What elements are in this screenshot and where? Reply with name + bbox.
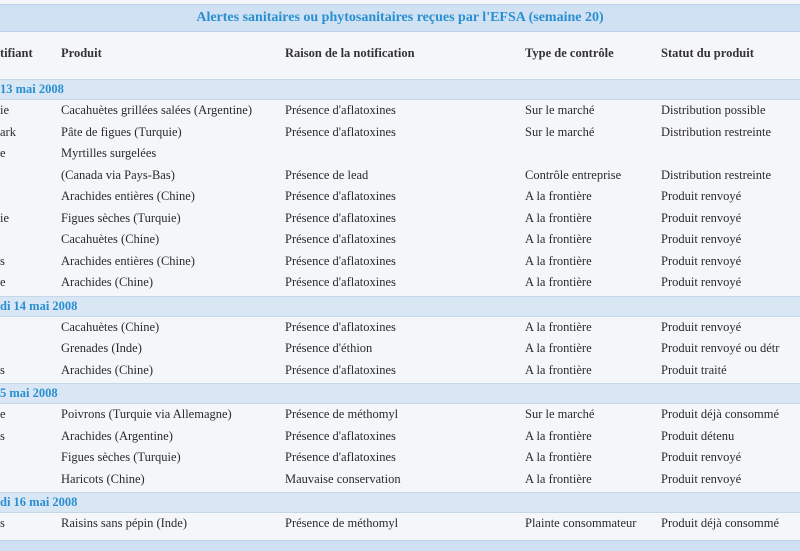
cell-raison: Présence d'aflatoxines	[285, 319, 396, 334]
table-row	[0, 447, 800, 468]
cell-type-controle: Sur le marché	[525, 124, 595, 139]
header-notifiant: tifiant	[0, 46, 33, 60]
cell-produit: Raisins sans pépin (Inde)	[61, 516, 188, 530]
table-row	[0, 122, 800, 143]
cell-notifiant: ark	[0, 124, 16, 139]
cell-statut: Produit renvoyé	[661, 189, 742, 203]
cell-type-controle: Sur le marché	[525, 103, 595, 117]
cell-type-controle: A la frontière	[525, 232, 592, 246]
cell-produit: Cacahuètes (Chine)	[61, 232, 160, 246]
cell-notifiant: s	[0, 428, 5, 443]
cell-raison: Présence d'aflatoxines	[285, 124, 396, 139]
cell-produit: Haricots (Chine)	[61, 471, 145, 486]
cell-type-controle: Plainte consommateur	[525, 516, 637, 530]
cell-type-controle: A la frontière	[525, 428, 592, 443]
cell-produit: (Canada via Pays-Bas)	[61, 167, 175, 182]
cell-statut: Produit déjà consommé	[661, 516, 780, 530]
cell-statut: Produit renvoyé	[661, 232, 742, 246]
cell-type-controle: A la frontière	[525, 275, 592, 289]
cell-type-controle: A la frontière	[525, 450, 592, 464]
header-raison: Raison de la notification	[285, 46, 415, 60]
cell-produit: Figues sèches (Turquie)	[61, 450, 181, 464]
cell-raison: Présence d'éthion	[285, 341, 373, 355]
cell-produit: Grenades (Inde)	[61, 341, 142, 355]
section-date-label: di 16 mai 2008	[0, 495, 78, 509]
cell-type-controle: A la frontière	[525, 341, 592, 355]
cell-produit: Arachides entières (Chine)	[61, 253, 195, 268]
cell-raison: Présence d'aflatoxines	[285, 428, 396, 443]
cell-notifiant: e	[0, 275, 6, 289]
cell-statut: Distribution restreinte	[661, 167, 772, 182]
table-row	[0, 360, 800, 381]
cell-produit: Myrtilles surgelées	[61, 146, 157, 160]
cell-raison: Présence d'aflatoxines	[285, 275, 396, 289]
table-row	[0, 317, 800, 338]
table-row	[0, 229, 800, 250]
cell-statut: Produit détenu	[661, 428, 735, 443]
section-date-band	[0, 492, 800, 513]
cell-raison: Présence de lead	[285, 167, 369, 182]
cell-type-controle: A la frontière	[525, 362, 592, 377]
cell-statut: Produit renvoyé ou détr	[661, 341, 780, 355]
cell-raison: Présence d'aflatoxines	[285, 232, 396, 246]
table-header	[0, 36, 800, 74]
table-row	[0, 143, 800, 164]
cell-statut: Produit renvoyé	[661, 471, 742, 486]
cell-produit: Cacahuètes (Chine)	[61, 319, 160, 334]
cell-raison: Présence d'aflatoxines	[285, 103, 396, 117]
cell-statut: Produit renvoyé	[661, 210, 742, 225]
table-footer-bar	[0, 540, 800, 551]
cell-statut: Produit déjà consommé	[661, 407, 780, 421]
cell-statut: Produit renvoyé	[661, 275, 742, 289]
cell-statut: Produit renvoyé	[661, 253, 742, 268]
header-produit: Produit	[61, 46, 102, 60]
cell-notifiant: e	[0, 407, 6, 421]
cell-raison: Présence d'aflatoxines	[285, 450, 396, 464]
table-row	[0, 513, 800, 534]
cell-produit: Cacahuètes grillées salées (Argentine)	[61, 103, 253, 117]
cell-raison: Présence de méthomyl	[285, 516, 399, 530]
cell-type-controle: A la frontière	[525, 253, 592, 268]
cell-type-controle: A la frontière	[525, 471, 592, 486]
cell-raison: Présence de méthomyl	[285, 407, 399, 421]
cell-notifiant: ie	[0, 210, 10, 225]
section-date-band	[0, 79, 800, 100]
cell-produit: Arachides (Argentine)	[61, 428, 173, 443]
cell-raison: Présence d'aflatoxines	[285, 210, 396, 225]
cell-raison: Présence d'aflatoxines	[285, 362, 396, 377]
table-title-text: Alertes sanitaires ou phytosanitaires reçues par l'EFSA (semaine 20)	[196, 10, 604, 25]
table-row	[0, 251, 800, 272]
section-date-band	[0, 296, 800, 317]
section-date-label: 13 mai 2008	[0, 82, 64, 96]
table-row	[0, 100, 800, 121]
cell-raison: Présence d'aflatoxines	[285, 253, 396, 268]
section-date-band	[0, 383, 800, 404]
section-date-label: di 14 mai 2008	[0, 298, 78, 313]
cell-statut: Produit renvoyé	[661, 450, 742, 464]
cell-statut: Produit renvoyé	[661, 319, 742, 334]
cell-type-controle: Sur le marché	[525, 407, 595, 421]
cell-statut: Distribution restreinte	[661, 124, 772, 139]
cell-produit: Arachides (Chine)	[61, 275, 153, 289]
cell-raison: Présence d'aflatoxines	[285, 189, 396, 203]
table-row	[0, 165, 800, 186]
cell-type-controle: A la frontière	[525, 189, 592, 203]
section-date-label: 5 mai 2008	[0, 386, 58, 400]
header-statut: Statut du produit	[661, 46, 754, 60]
cell-produit: Pâte de figues (Turquie)	[61, 124, 182, 139]
table-row	[0, 338, 800, 359]
table-row	[0, 186, 800, 207]
cell-type-controle: A la frontière	[525, 210, 592, 225]
cell-type-controle: Contrôle entreprise	[525, 167, 622, 182]
table-row	[0, 208, 800, 229]
table-row	[0, 404, 800, 425]
cell-produit: Poivrons (Turquie via Allemagne)	[61, 407, 232, 421]
table-row	[0, 469, 800, 490]
table-title	[0, 4, 800, 32]
cell-produit: Arachides (Chine)	[61, 362, 153, 377]
cell-notifiant: e	[0, 146, 6, 160]
cell-notifiant: s	[0, 516, 5, 530]
cell-statut: Distribution possible	[661, 103, 766, 117]
cell-notifiant: s	[0, 362, 5, 377]
cell-notifiant: ie	[0, 103, 10, 117]
cell-produit: Arachides entières (Chine)	[61, 189, 195, 203]
cell-notifiant: s	[0, 253, 5, 268]
cell-type-controle: A la frontière	[525, 319, 592, 334]
cell-produit: Figues sèches (Turquie)	[61, 210, 181, 225]
table-row	[0, 426, 800, 447]
cell-raison: Mauvaise conservation	[285, 471, 401, 486]
cell-statut: Produit traité	[661, 362, 727, 377]
table-row	[0, 272, 800, 293]
header-type-controle: Type de contrôle	[525, 46, 614, 60]
